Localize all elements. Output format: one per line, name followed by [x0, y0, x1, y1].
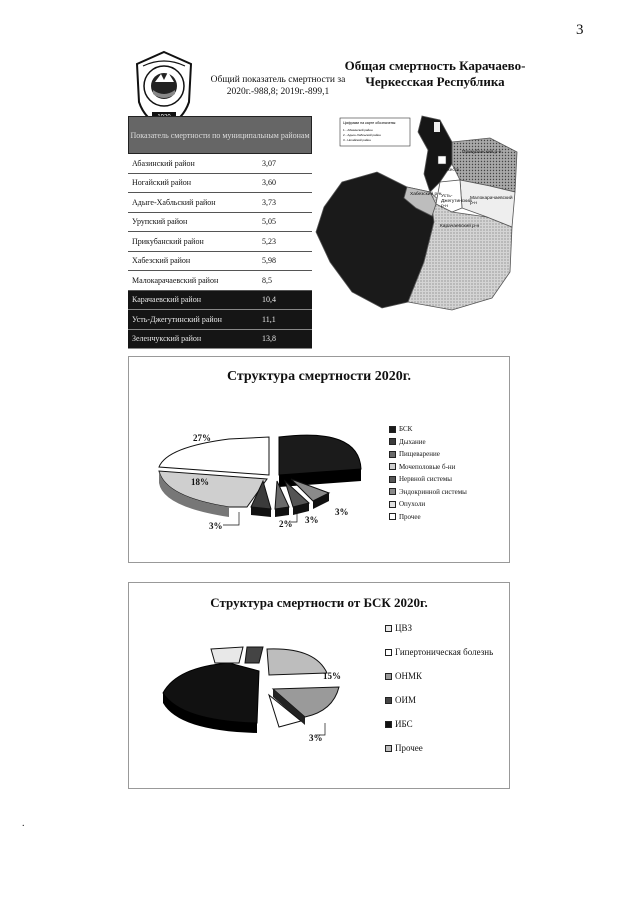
legend-swatch [385, 697, 392, 704]
chart-title: Структура смертности от БСК 2020г. [210, 595, 428, 610]
table-row [128, 271, 312, 291]
legend-swatch [385, 649, 392, 656]
chart-title: Структура смертности 2020г. [226, 369, 412, 384]
pie-3d-chart [163, 647, 339, 733]
legend-item [389, 423, 467, 436]
legend-swatch [389, 426, 396, 433]
legend-label: ИБС [395, 719, 413, 729]
pie-label: 3% [335, 507, 349, 517]
legend-item [385, 647, 495, 658]
legend-swatch [389, 476, 396, 483]
pie-slice-cvz [211, 647, 243, 663]
district-name: Усть-Джегутинский район [132, 314, 222, 324]
legend-swatch [385, 721, 392, 728]
pie-slice-prochee [267, 649, 327, 675]
table-row [128, 154, 312, 174]
table-header: Показатель смертности по муниципальным районам [128, 116, 312, 154]
legend-label: Эндокринной системы [399, 487, 467, 496]
map-label-ust-dzheguta: Усть-Джегутинский р-н [441, 194, 472, 209]
legend-label: Прочее [399, 512, 421, 521]
district-rate-table [128, 116, 312, 349]
legend-label: Нервной системы [399, 475, 452, 483]
pie-slice-oim [245, 647, 263, 663]
pie-label: 3% [305, 515, 319, 525]
mortality-summary: Общий показатель смертности за 2020г.-988,8; 2019г.-899,1 [210, 75, 346, 97]
map-legend-title: Цифрами на карте обозначены: [343, 121, 397, 125]
legend-item [389, 473, 467, 486]
legend-item [385, 719, 495, 730]
district-rate-value: 3,60 [262, 178, 276, 188]
legend-item [389, 511, 467, 524]
legend-label: Дыхание [399, 437, 426, 446]
district-rate-value: 5,05 [262, 217, 276, 227]
table-row [128, 193, 312, 213]
legend-swatch [389, 501, 396, 508]
table-row [128, 291, 312, 311]
map-label-karachaevsky: Карачаевский р-н [440, 224, 480, 229]
map-label-cherkessk: Черкесск [439, 168, 460, 173]
map-legend-item: 3 - Ногайский район [343, 138, 371, 142]
pie-label: 2% [279, 519, 293, 529]
district-name: Карачаевский район [132, 295, 201, 305]
page-number: 3 [576, 22, 584, 38]
legend-item [389, 436, 467, 449]
chart-legend [385, 623, 495, 767]
legend-label: Прочее [395, 743, 423, 753]
district-name: Абазинский район [132, 158, 195, 168]
district-rate-value: 13,8 [262, 334, 276, 344]
pie-label: 15% [323, 671, 341, 681]
district-rate-value: 5,23 [262, 236, 276, 246]
legend-label: ОНМК [395, 671, 423, 681]
legend-label: Опухоли [399, 500, 426, 508]
legend-swatch [385, 625, 392, 632]
table-row [128, 330, 312, 350]
legend-item [389, 498, 467, 511]
map-legend-item: 1 - Абазинский район [343, 128, 373, 132]
legend-item [385, 623, 495, 634]
map-legend-item: 2 - Адыге-Хабльский район [343, 133, 381, 137]
district-name: Адыге-Хабльский район [132, 197, 216, 207]
map-label-khabez: Хабезский р-н [410, 192, 442, 197]
district-rate-value: 10,4 [262, 295, 276, 305]
district-name: Зеленчукский район [132, 334, 202, 344]
legend-swatch [389, 451, 396, 458]
table-row [128, 252, 312, 272]
district-name: Хабезский район [132, 256, 191, 266]
legend-label: Гипертоническая болезнь [395, 647, 494, 657]
legend-item [385, 695, 495, 706]
pie-label: 27% [193, 433, 211, 443]
district-name: Малокарачаевский район [132, 275, 219, 285]
table-row [128, 232, 312, 252]
legend-label: ЦВЗ [395, 623, 413, 633]
district-rate-value: 8,5 [262, 275, 272, 285]
legend-swatch [389, 488, 396, 495]
district-name: Ногайский район [132, 178, 192, 188]
mortality-structure-chart [128, 356, 510, 563]
legend-label: Мочеполовые б-ни [399, 462, 456, 471]
pie-label: 3% [309, 733, 323, 743]
legend-label: Пищеварение [399, 450, 440, 458]
map-label-malokarachaevsky: Малокарачаевский р-н [470, 196, 513, 206]
district-rate-value: 3,73 [262, 197, 276, 207]
table-row [128, 213, 312, 233]
district-rate-value: 5,98 [262, 256, 276, 266]
legend-item [389, 461, 467, 474]
legend-item [389, 486, 467, 499]
pie-3d-chart [159, 435, 361, 517]
district-rate-value: 11,1 [262, 314, 276, 324]
pie-label: 18% [191, 477, 209, 487]
map-label-prikubansky: Прикубанский р-н [462, 150, 502, 155]
page-title: Общая смертность Карачаево-Черкесская Республика [344, 58, 526, 89]
district-name: Урупский район [132, 217, 188, 227]
legend-swatch [385, 673, 392, 680]
pie-label: 3% [209, 521, 223, 531]
bsk-mortality-structure-chart [128, 582, 510, 789]
legend-swatch [389, 438, 396, 445]
pie-slice-bsk [279, 435, 361, 475]
legend-item [389, 448, 467, 461]
page-mark: . [22, 818, 25, 829]
legend-item [385, 743, 495, 754]
district-map [312, 112, 522, 312]
chart-legend [389, 423, 467, 523]
legend-label: ОИМ [395, 695, 417, 705]
table-row [128, 310, 312, 330]
district-rate-value: 3,07 [262, 158, 276, 168]
legend-item [385, 671, 495, 682]
legend-swatch [389, 463, 396, 470]
district-name: Прикубанский район [132, 236, 204, 246]
legend-label: БСК [399, 425, 413, 433]
legend-swatch [389, 513, 396, 520]
table-row [128, 174, 312, 194]
legend-swatch [385, 745, 392, 752]
pie-slice-prochee [159, 437, 269, 475]
